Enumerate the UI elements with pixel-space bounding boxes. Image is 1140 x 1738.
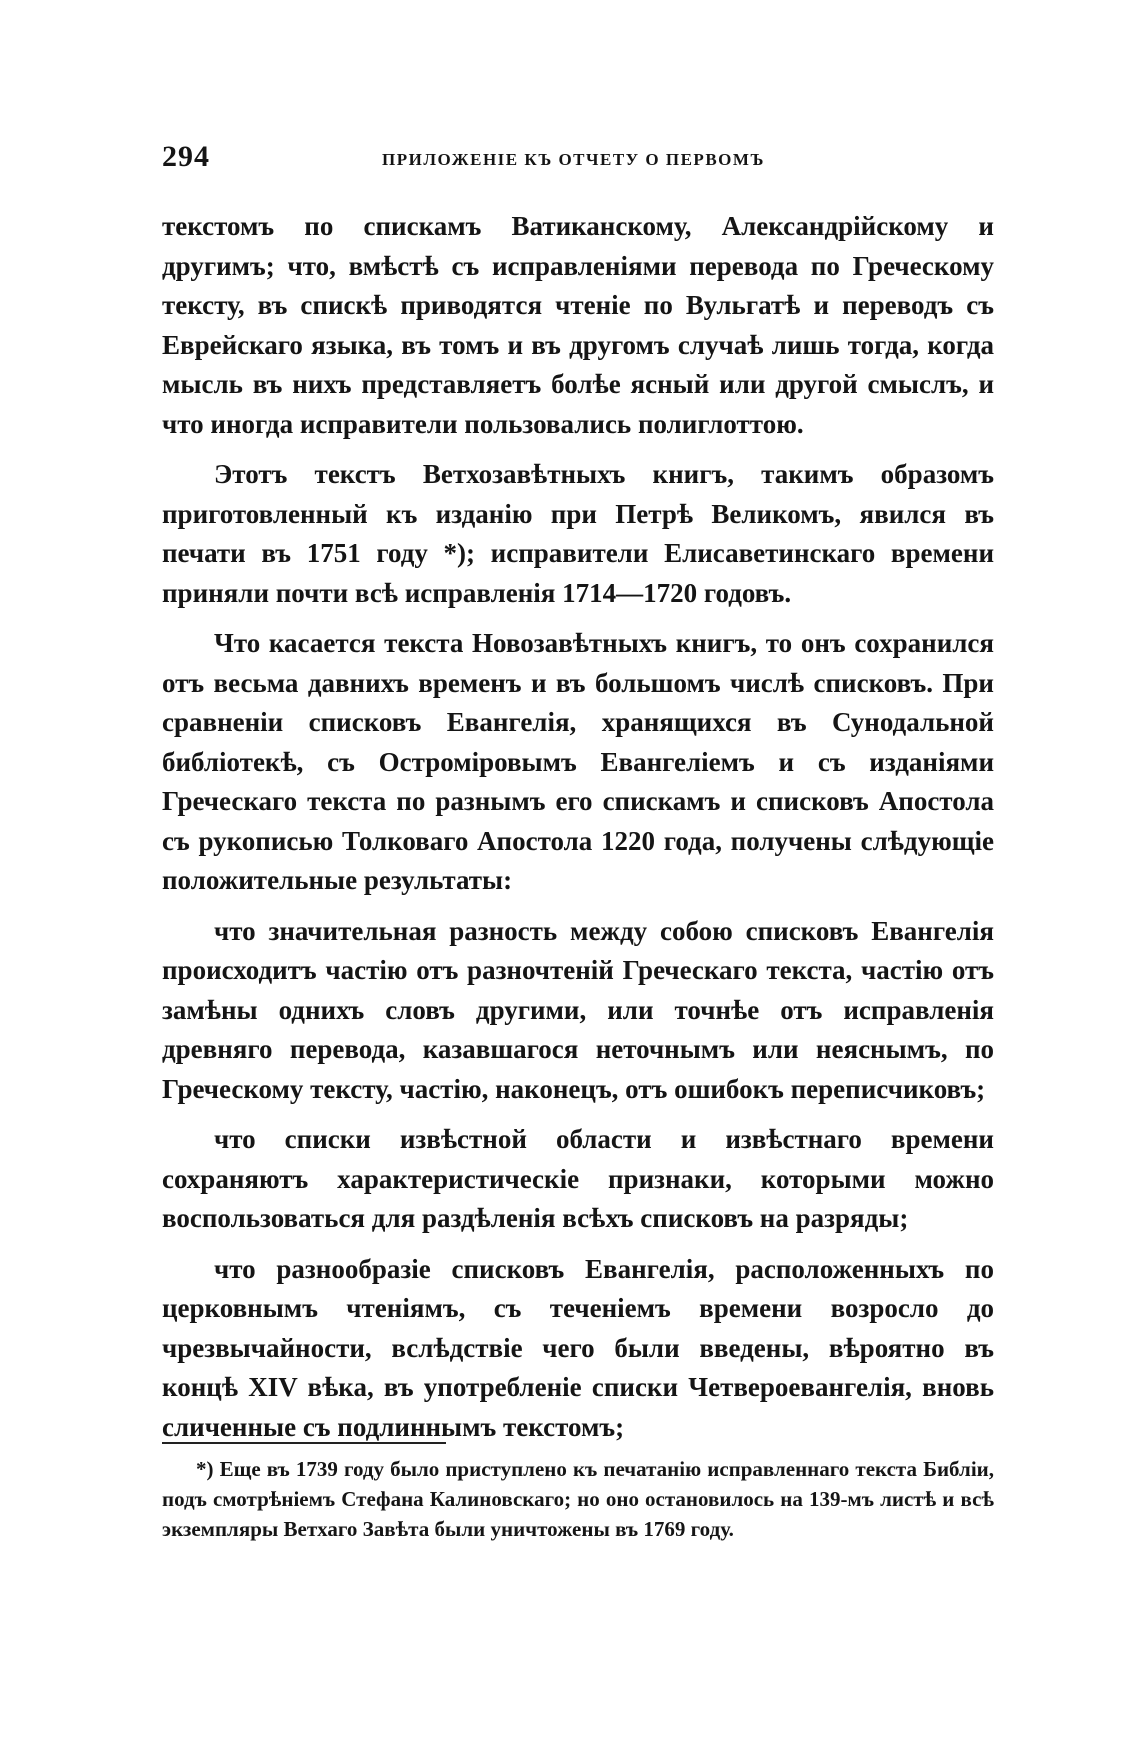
paragraph-6: что разнообразіе списковъ Евангелія, расположенныхъ по церковнымъ чтеніямъ, съ теченіемъ времени возросло до чрезвычайности, вслѣдствіе чего были введены, вѣроятно въ концѣ XIV вѣка, въ употребленіе списки Четвероевангелія, вновь сличенные съ подлиннымъ текстомъ; xyxy=(162,1253,994,1442)
paragraph-1: текстомъ по спискамъ Ватиканскому, Александрійскому и другимъ; что, вмѣстѣ съ исправленіями перевода по Греческому тексту, въ спискѣ приводятся чтеніе по Вульгатѣ и переводъ съ Еврейскаго языка, въ томъ и въ другомъ случаѣ лишь тогда, когда мысль въ нихъ представляетъ болѣе ясный или другой смыслъ, и что иногда исправители пользовались полиглоттою. xyxy=(162,211,994,439)
body-text xyxy=(162,207,994,1458)
paragraph-3: Что касается текста Новозавѣтныхъ книгъ, то онъ сохранился отъ весьма давнихъ временъ и въ большомъ числѣ списковъ. При сравненіи списковъ Евангелія, хранящихся въ Сунодальной библіотекѣ, съ Остроміровымъ Евангеліемъ и съ изданіями Греческаго текста по разнымъ его спискамъ и списковъ Апостола съ рукописью Толковаго Апостола 1220 года, получены слѣдующіе положительные результаты: xyxy=(162,628,994,895)
page-number: 294 xyxy=(162,140,210,173)
footnote-divider xyxy=(162,1442,446,1444)
footnote: *) Еще въ 1739 году было приступлено къ печатанію исправленнаго текста Библіи, подъ смотрѣніемъ Стефана Калиновскаго; но оно остановилось на 139-мъ листѣ и всѣ экземпляры Ветхаго Завѣта были уничтожены въ 1769 году. xyxy=(162,1457,994,1541)
paragraph-5: что списки извѣстной области и извѣстнаго времени сохраняютъ характеристическіе признаки, которыми можно воспользоваться для раздѣленія всѣхъ списковъ на разряды; xyxy=(162,1124,994,1233)
page-header xyxy=(162,140,994,180)
paragraph-4: что значительная разность между собою списковъ Евангелія происходитъ частію отъ разночтеній Греческаго текста, частію отъ замѣны однихъ словъ другими, или точнѣе отъ исправленія древняго перевода, казавшагося неточнымъ или неяснымъ, по Греческому тексту, частію, наконецъ, отъ ошибокъ переписчиковъ; xyxy=(162,915,994,1104)
paragraph-2: Этотъ текстъ Ветхозавѣтныхъ книгъ, такимъ образомъ приготовленный къ изданію при Петрѣ Великомъ, явился въ печати въ 1751 году *); исправители Елисаветинскаго времени приняли почти всѣ исправленія 1714—1720 годовъ. xyxy=(162,459,994,608)
running-head: ПРИЛОЖЕНІЕ КЪ ОТЧЕТУ О ПЕРВОМЪ xyxy=(382,150,765,169)
